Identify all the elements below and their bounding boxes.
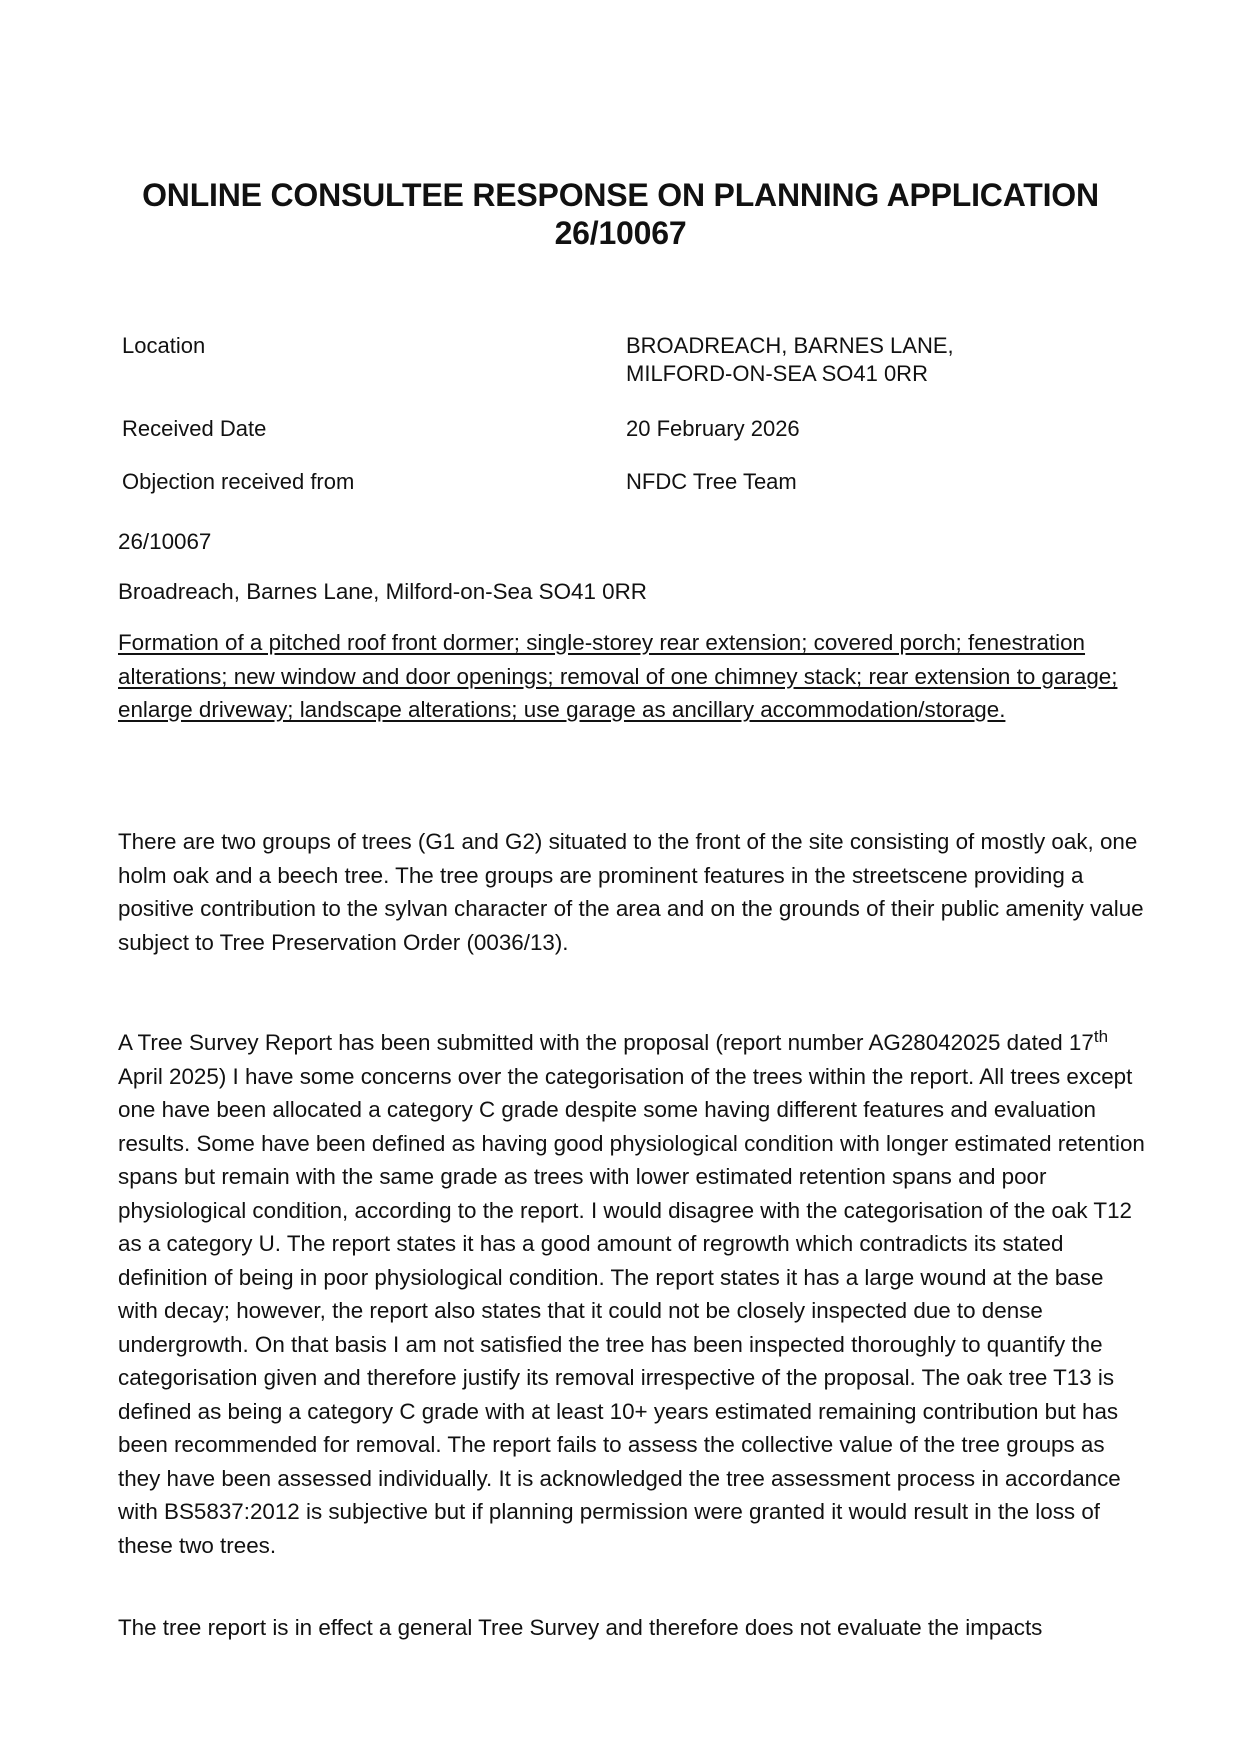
paragraph-tree-survey [118, 1026, 1148, 1562]
paragraph-tree-report: The tree report is in effect a general Tree Survey and therefore does not evaluate the impacts [118, 1615, 1043, 1640]
paragraph-tree-survey-part-1: A Tree Survey Report has been submitted with the proposal (report number AG28042025 dated 17 [118, 1030, 1094, 1055]
application-reference: 26/10067 [118, 529, 212, 554]
page-title-line-1: ONLINE CONSULTEE RESPONSE ON PLANNING APPLICATION [142, 177, 1099, 213]
received-date-value: 20 February 2026 [626, 416, 800, 441]
date-ordinal-suffix: th [1093, 1027, 1109, 1046]
location-line-1: BROADREACH, BARNES LANE, [626, 333, 954, 358]
paragraph-tree-survey-part-2: April 2025) I have some concerns over the categorisation of the trees within the report. All trees except one have been allocated a category C grade despite some having different features and evaluation results. Some have been defined as having good physiological condition with longer estimated retention spans but remain with the same grade as trees with lower estimated retention spans and poor physiological condition, according to the report. I would disagree with the categorisation of the oak T12 as a category U. The report states it has a good amount of regrowth which contradicts its stated definition of being in poor physiological condition. The report states it has a large wound at the base with decay; however, the report also states that it could not be closely inspected due to dense undergrowth. On that basis I am not satisfied the tree has been inspected thoroughly to quantify the categorisation given and therefore justify its removal irrespective of the proposal. The oak tree T13 is defined as being a category C grade with at least 10+ years estimated remaining contribution but has been recommended for removal. The report fails to assess the collective value of the tree groups as they have been assessed individually. It is acknowledged the tree assessment process in accordance with BS5837:2012 is subjective but if planning permission were granted it would result in the loss of these two trees. [118, 1063, 1145, 1558]
paragraph-tree-groups: There are two groups of trees (G1 and G2) situated to the front of the site consisting of mostly oak, one holm oak and a beech tree. The tree groups are prominent features in the streetscene providing a positive contribution to the sylvan character of the area and on the grounds of their public amenity value subject to Tree Preservation Order (0036/13). [118, 829, 1144, 955]
location-value [626, 332, 954, 388]
site-address: Broadreach, Barnes Lane, Milford-on-Sea SO41 0RR [118, 579, 647, 604]
location-line-2: MILFORD-ON-SEA SO41 0RR [626, 361, 928, 386]
page-title [100, 176, 1141, 252]
received-date-label: Received Date [122, 416, 267, 441]
proposal-description: Formation of a pitched roof front dormer; single-storey rear extension; covered porch; fenestration alterations; new window and door openings; removal of one chimney stack; rear extension to garage; enlarge driveway; landscape alterations; use garage as ancillary accommodation/storage. [118, 630, 1118, 722]
location-label: Location [122, 333, 206, 358]
objection-from-value: NFDC Tree Team [626, 469, 797, 494]
objection-from-label: Objection received from [122, 469, 355, 494]
page-title-line-2: 26/10067 [554, 215, 687, 251]
